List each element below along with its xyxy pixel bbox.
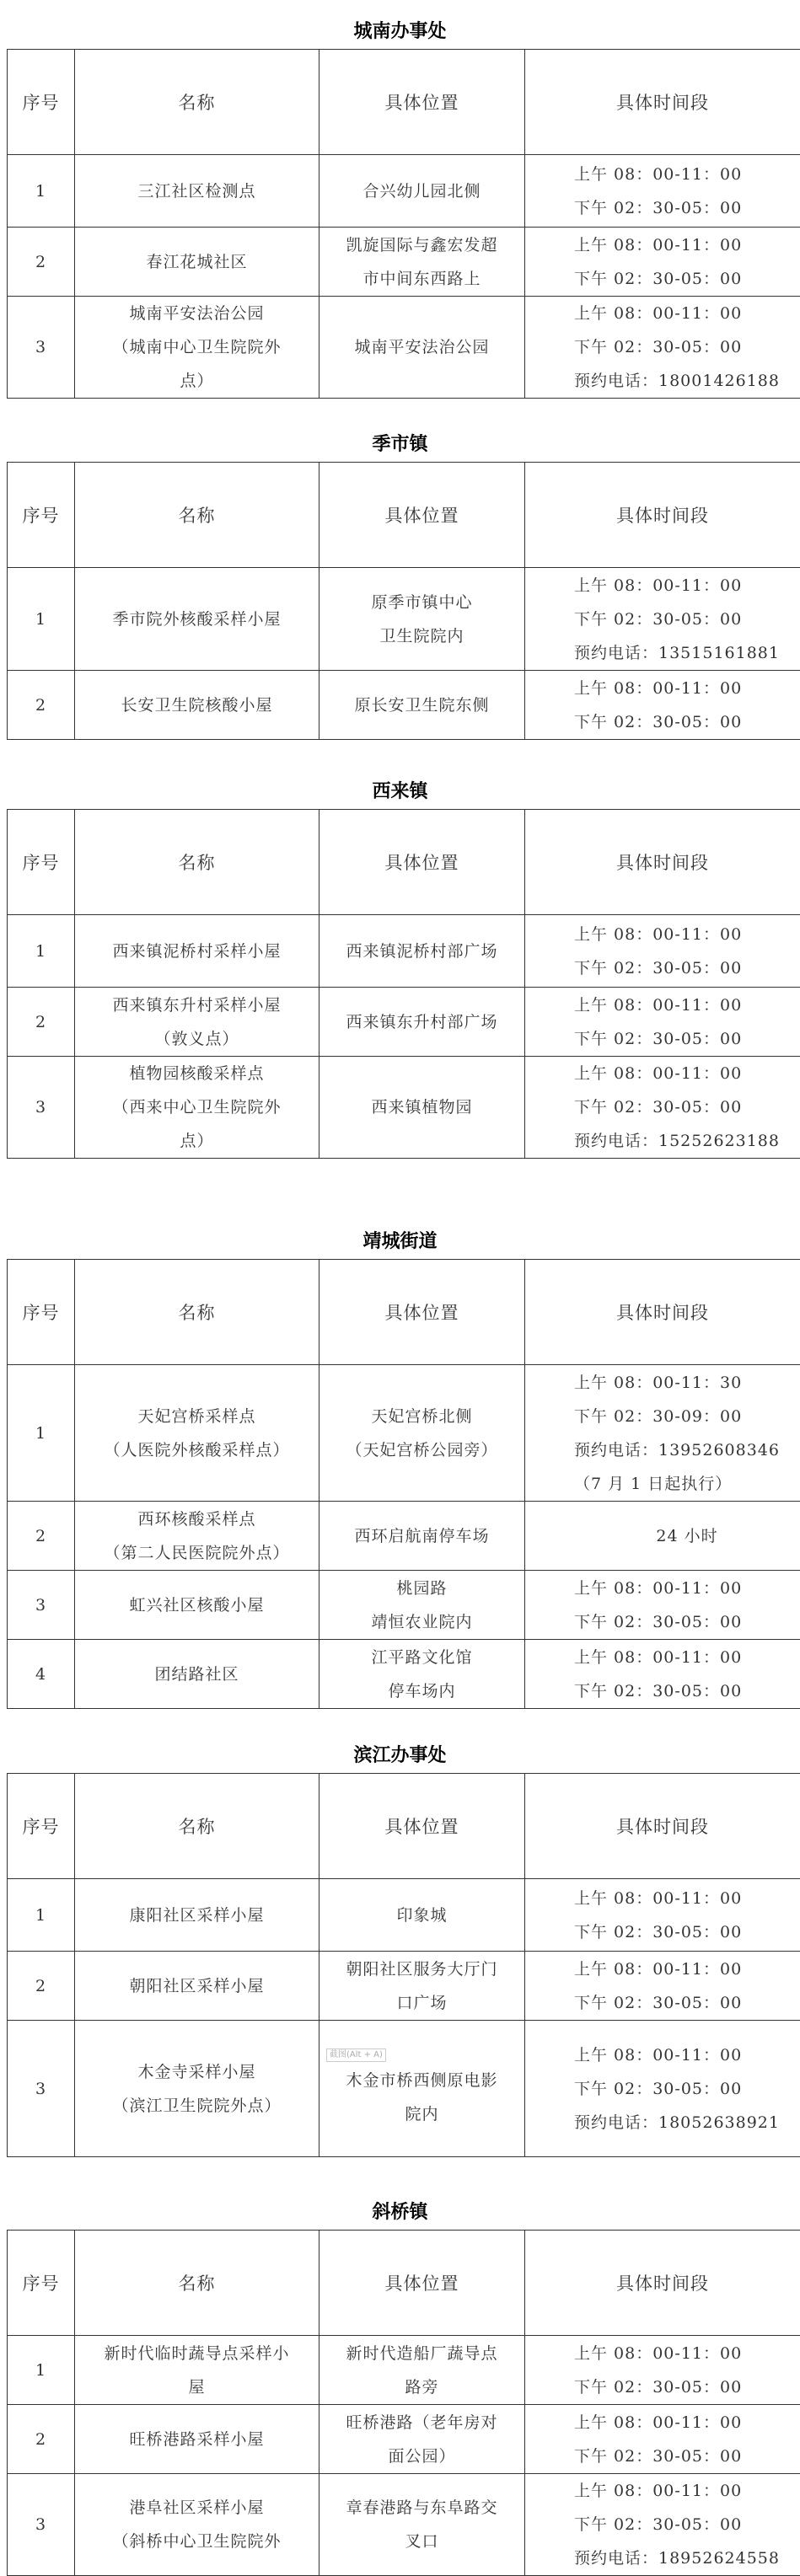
site-location-line: 路旁	[405, 2377, 439, 2397]
section-title: 靖城街道	[362, 1231, 438, 1252]
time-slot-line: 上午 08：00-11：00	[574, 1888, 743, 1908]
header-location: 具体位置	[319, 810, 525, 915]
header-location: 具体位置	[319, 50, 525, 155]
table-row	[8, 671, 800, 740]
site-name	[75, 2474, 319, 2576]
site-location	[319, 915, 525, 988]
time-slot	[525, 155, 800, 228]
site-name-line: （西来中心卫生院院外	[112, 1098, 282, 1117]
header-location: 具体位置	[319, 1774, 525, 1879]
site-name-line: 西来镇泥桥村采样小屋	[112, 941, 282, 961]
site-name-line: 春江花城社区	[146, 252, 248, 271]
header-no: 序号	[8, 1260, 75, 1365]
site-name-line: 西来镇东升村采样小屋	[112, 995, 282, 1015]
time-slot-line: 下午 02：30-05：00	[574, 2515, 743, 2534]
time-slot	[525, 915, 800, 988]
site-location	[319, 2021, 525, 2157]
time-slot-line: 上午 08：00-11：00	[574, 2413, 743, 2432]
table-header-row	[8, 1774, 800, 1879]
row-number: 1	[8, 1365, 75, 1502]
row-number: 1	[8, 2336, 75, 2405]
site-location	[319, 2405, 525, 2474]
time-slot-line: 上午 08：00-11：00	[574, 924, 743, 944]
time-slot	[525, 2405, 800, 2474]
header-time: 具体时间段	[525, 1260, 800, 1365]
time-slot	[525, 2474, 800, 2576]
time-slot-line: 上午 08：00-11：00	[574, 235, 743, 254]
site-location-line: 原长安卫生院东侧	[354, 695, 490, 715]
time-slot	[525, 228, 800, 297]
table-row	[8, 2405, 800, 2474]
site-name-line: （斜桥中心卫生院院外	[112, 2532, 282, 2551]
site-name-line: 点）	[180, 1132, 214, 1150]
time-slot-line: 24 小时	[656, 1526, 718, 1545]
site-location	[319, 1057, 525, 1159]
time-slot-line: 预约电话：18001426188	[574, 372, 780, 390]
row-number: 3	[8, 1057, 75, 1159]
site-location-line: 合兴幼儿园北侧	[362, 181, 481, 201]
site-name	[75, 155, 319, 228]
time-slot-line: 下午 02：30-05：00	[574, 2377, 743, 2397]
header-no: 序号	[8, 463, 75, 568]
time-slot-line: 上午 08：00-11：00	[574, 164, 743, 184]
site-location-line: （天妃宫桥公园旁）	[346, 1440, 498, 1459]
site-location-line: 市中间东西路上	[362, 269, 481, 288]
site-table	[7, 2230, 800, 2576]
time-slot-line: 下午 02：30-05：00	[574, 338, 743, 356]
row-number: 2	[8, 988, 75, 1057]
site-location-line: 印象城	[396, 1905, 448, 1925]
time-slot-line: 预约电话：18052638921	[574, 2113, 780, 2132]
site-location-line: 口广场	[396, 1993, 448, 2012]
row-number: 1	[8, 915, 75, 988]
time-slot	[525, 568, 800, 671]
table-row	[8, 1502, 800, 1571]
site-table	[7, 49, 800, 399]
site-location	[319, 988, 525, 1057]
site-location	[319, 1879, 525, 1952]
site-location	[319, 1571, 525, 1640]
site-location	[319, 568, 525, 671]
row-number: 2	[8, 1952, 75, 2021]
site-name-line: （滨江卫生院院外点）	[112, 2096, 282, 2115]
time-slot-line: 预约电话：15252623188	[574, 1132, 780, 1150]
site-location-line: 西环启航南停车场	[354, 1526, 490, 1545]
section-title: 季市镇	[372, 434, 428, 455]
site-name-line: 西环核酸采样点	[137, 1509, 256, 1529]
time-slot-line: 预约电话：18952624558	[574, 2549, 780, 2568]
site-table	[7, 1259, 800, 1709]
site-location-line: 面公园）	[388, 2446, 456, 2466]
site-name	[75, 1057, 319, 1159]
row-number: 2	[8, 1502, 75, 1571]
table-row	[8, 228, 800, 297]
time-slot-line: 上午 08：00-11：00	[574, 2343, 743, 2363]
time-slot-line: （7 月 1 日起执行）	[574, 1474, 733, 1493]
table-row	[8, 1879, 800, 1952]
site-location-line: 凯旋国际与鑫宏发超	[346, 235, 498, 254]
site-location-line: 城南平安法治公园	[354, 338, 490, 356]
site-location-line: 木金市桥西侧原电影	[346, 2071, 498, 2090]
site-location-line: 新时代造船厂蔬导点	[346, 2343, 498, 2363]
site-name	[75, 1640, 319, 1709]
header-name: 名称	[75, 2231, 319, 2336]
time-slot-line: 上午 08：00-11：30	[574, 1373, 743, 1392]
table-row	[8, 155, 800, 228]
site-location-line: 院内	[405, 2105, 439, 2123]
site-name	[75, 1365, 319, 1502]
site-name-line: 港阜社区采样小屋	[129, 2498, 265, 2517]
row-number: 1	[8, 568, 75, 671]
time-slot-line: 下午 02：30-05：00	[574, 712, 743, 731]
site-location-line: 停车场内	[388, 1681, 456, 1700]
site-name-line: 新时代临时蔬导点采样小	[104, 2343, 290, 2363]
site-location-line: 西来镇植物园	[371, 1098, 473, 1117]
time-slot-line: 下午 02：30-05：00	[574, 1993, 743, 2012]
site-name	[75, 1571, 319, 1640]
site-name-line: 屋	[188, 2377, 206, 2397]
time-slot-line: 预约电话：13515161881	[574, 643, 780, 662]
header-time: 具体时间段	[525, 1774, 800, 1879]
time-slot-line: 下午 02：30-05：00	[574, 2446, 743, 2466]
time-slot	[525, 1365, 800, 1502]
header-name: 名称	[75, 463, 319, 568]
time-slot	[525, 1952, 800, 2021]
table-row	[8, 915, 800, 988]
site-location	[319, 671, 525, 740]
table-row	[8, 1952, 800, 2021]
site-location-line: 朝阳社区服务大厅门	[346, 1959, 498, 1979]
site-name-line: 季市院外核酸采样小屋	[112, 609, 282, 629]
site-location-line: 西来镇东升村部广场	[346, 1012, 498, 1031]
header-location: 具体位置	[319, 1260, 525, 1365]
site-location-line: 西来镇泥桥村部广场	[346, 941, 498, 961]
table-row	[8, 1571, 800, 1640]
site-name-line: （敦义点）	[154, 1029, 239, 1048]
site-table	[7, 462, 800, 740]
time-slot-line: 上午 08：00-11：00	[574, 576, 743, 595]
time-slot-line: 上午 08：00-11：00	[574, 2045, 743, 2065]
row-number: 3	[8, 2021, 75, 2157]
header-no: 序号	[8, 1774, 75, 1879]
time-slot-line: 下午 02：30-05：00	[574, 1612, 743, 1631]
row-number: 2	[8, 2405, 75, 2474]
time-slot	[525, 2336, 800, 2405]
header-time: 具体时间段	[525, 50, 800, 155]
time-slot-line: 上午 08：00-11：00	[574, 1578, 743, 1598]
site-name	[75, 568, 319, 671]
header-name: 名称	[75, 1260, 319, 1365]
time-slot-line: 下午 02：30-05：00	[574, 1922, 743, 1941]
site-name	[75, 1952, 319, 2021]
site-location-line: 天妃宫桥北侧	[371, 1406, 473, 1426]
site-name-line: 三江社区检测点	[137, 181, 256, 201]
site-name	[75, 915, 319, 988]
table-row	[8, 988, 800, 1057]
table-row	[8, 2474, 800, 2576]
site-location	[319, 2474, 525, 2576]
site-name-line: 城南平安法治公园	[129, 304, 265, 323]
time-slot	[525, 1571, 800, 1640]
time-slot	[525, 2021, 800, 2157]
time-slot	[525, 1640, 800, 1709]
time-slot	[525, 988, 800, 1057]
table-header-row	[8, 463, 800, 568]
site-name-line: （城南中心卫生院院外	[112, 338, 282, 356]
table-header-row	[8, 1260, 800, 1365]
time-slot-line: 上午 08：00-11：00	[574, 678, 743, 698]
table-row	[8, 2021, 800, 2157]
site-location	[319, 1952, 525, 2021]
site-name	[75, 2405, 319, 2474]
table-header-row	[8, 2231, 800, 2336]
site-name	[75, 2021, 319, 2157]
site-name	[75, 297, 319, 399]
section-title: 城南办事处	[353, 21, 447, 42]
table-header-row	[8, 810, 800, 915]
header-name: 名称	[75, 1774, 319, 1879]
site-location-line: 旺桥港路（老年房对	[346, 2413, 498, 2432]
stamp-label: 截图(Alt + A)	[326, 2048, 386, 2062]
site-location	[319, 1502, 525, 1571]
site-name-line: 虹兴社区核酸小屋	[129, 1595, 265, 1615]
table-row	[8, 1057, 800, 1159]
site-location-line: 靖恒农业院内	[371, 1612, 473, 1631]
header-no: 序号	[8, 2231, 75, 2336]
time-slot-line: 下午 02：30-09：00	[574, 1406, 743, 1426]
time-slot-line: 上午 08：00-11：00	[574, 1959, 743, 1979]
section-title: 西来镇	[372, 781, 428, 802]
row-number: 4	[8, 1640, 75, 1709]
header-time: 具体时间段	[525, 2231, 800, 2336]
row-number: 3	[8, 297, 75, 399]
site-location-line: 桃园路	[396, 1578, 448, 1598]
time-slot	[525, 1502, 800, 1571]
site-location-line: 章春港路与东阜路交	[346, 2498, 498, 2517]
time-slot-line: 上午 08：00-11：00	[574, 1064, 743, 1083]
time-slot-line: 预约电话：13952608346	[574, 1440, 780, 1459]
site-name-line: 植物园核酸采样点	[129, 1064, 265, 1083]
table-row	[8, 1640, 800, 1709]
table-header-row	[8, 50, 800, 155]
header-location: 具体位置	[319, 2231, 525, 2336]
time-slot-line: 下午 02：30-05：00	[574, 1029, 743, 1048]
screenshot-stamp	[319, 2046, 524, 2064]
table-row	[8, 297, 800, 399]
header-name: 名称	[75, 810, 319, 915]
time-slot-line: 上午 08：00-11：00	[574, 2482, 743, 2500]
site-location-line: 江平路文化馆	[371, 1647, 473, 1667]
site-name-line: 点）	[180, 372, 214, 390]
site-name-line: 旺桥港路采样小屋	[129, 2429, 265, 2449]
time-slot-line: 下午 02：30-05：00	[574, 1098, 743, 1117]
time-slot-line: 上午 08：00-11：00	[574, 1647, 743, 1667]
site-name	[75, 2336, 319, 2405]
site-location	[319, 1640, 525, 1709]
site-location-line: 叉口	[405, 2532, 439, 2551]
table-row	[8, 568, 800, 671]
header-time: 具体时间段	[525, 463, 800, 568]
site-table	[7, 1773, 800, 2157]
site-name	[75, 988, 319, 1057]
site-location	[319, 1365, 525, 1502]
time-slot	[525, 1879, 800, 1952]
site-name	[75, 228, 319, 297]
site-name	[75, 671, 319, 740]
site-name-line: 团结路社区	[154, 1664, 239, 1684]
site-location	[319, 297, 525, 399]
site-name-line: （人医院外核酸采样点）	[104, 1440, 290, 1459]
header-name: 名称	[75, 50, 319, 155]
row-number: 1	[8, 1879, 75, 1952]
row-number: 3	[8, 1571, 75, 1640]
section-title: 滨江办事处	[353, 1745, 447, 1766]
time-slot-line: 下午 02：30-05：00	[574, 2079, 743, 2098]
site-name	[75, 1879, 319, 1952]
time-slot-line: 下午 02：30-05：00	[574, 1681, 743, 1700]
time-slot-line: 上午 08：00-11：00	[574, 995, 743, 1015]
site-name-line: 木金寺采样小屋	[137, 2062, 256, 2081]
table-row	[8, 2336, 800, 2405]
table-row	[8, 1365, 800, 1502]
time-slot	[525, 1057, 800, 1159]
time-slot-line: 下午 02：30-05：00	[574, 198, 743, 217]
site-location	[319, 2336, 525, 2405]
site-location-line: 卫生院院内	[379, 626, 464, 645]
site-name-line: 朝阳社区采样小屋	[129, 1976, 265, 1995]
time-slot-line: 上午 08：00-11：00	[574, 304, 743, 323]
site-name-line: 康阳社区采样小屋	[129, 1905, 265, 1925]
time-slot	[525, 297, 800, 399]
header-no: 序号	[8, 50, 75, 155]
site-location	[319, 228, 525, 297]
header-location: 具体位置	[319, 463, 525, 568]
site-name-line: 长安卫生院核酸小屋	[121, 695, 273, 715]
time-slot-line: 下午 02：30-05：00	[574, 269, 743, 288]
site-location-line: 原季市镇中心	[371, 592, 473, 612]
time-slot-line: 下午 02：30-05：00	[574, 609, 743, 629]
site-table	[7, 809, 800, 1159]
time-slot-line: 下午 02：30-05：00	[574, 958, 743, 977]
row-number: 2	[8, 671, 75, 740]
site-name-line: 天妃宫桥采样点	[137, 1406, 256, 1426]
site-name-line: （第二人民医院院外点）	[104, 1543, 290, 1562]
header-time: 具体时间段	[525, 810, 800, 915]
header-no: 序号	[8, 810, 75, 915]
section-title: 斜桥镇	[372, 2202, 428, 2223]
row-number: 3	[8, 2474, 75, 2576]
time-slot	[525, 671, 800, 740]
site-name	[75, 1502, 319, 1571]
site-location	[319, 155, 525, 228]
row-number: 2	[8, 228, 75, 297]
row-number: 1	[8, 155, 75, 228]
